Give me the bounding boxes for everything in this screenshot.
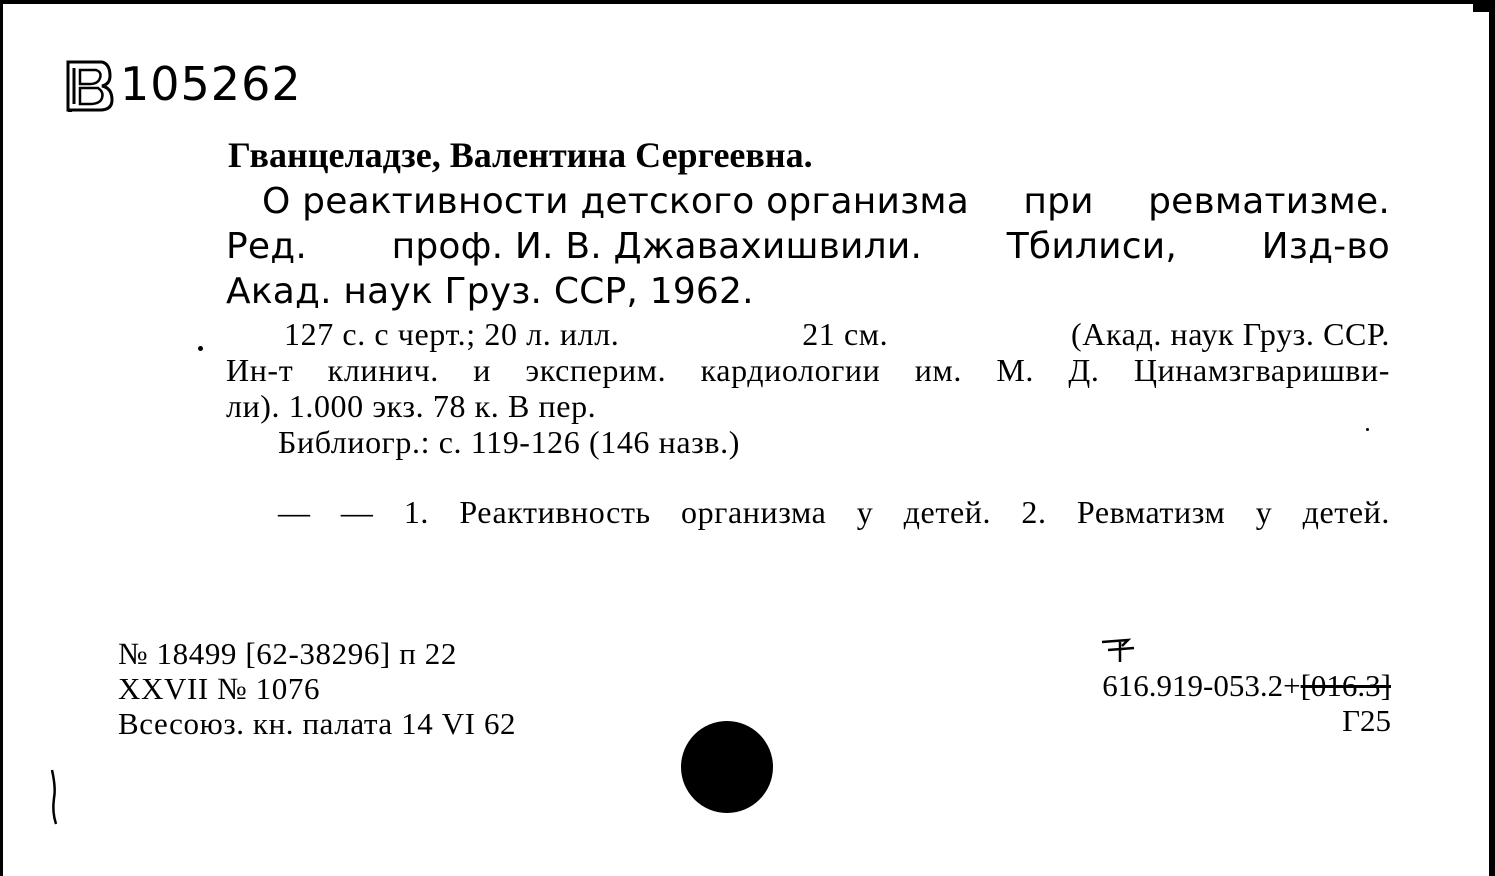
registration-block bbox=[118, 636, 516, 741]
card-left-edge bbox=[0, 0, 3, 876]
udc-main: 616.919-053.2+ bbox=[1102, 668, 1301, 703]
punch-hole bbox=[681, 721, 773, 813]
title-segment: ревматизме. bbox=[1148, 181, 1390, 222]
title-segment: проф. И. В. Джавахишвили. bbox=[391, 226, 923, 267]
handwritten-check-icon bbox=[1100, 636, 1136, 664]
registration-chamber: Всесоюз. кн. палата 14 VI 62 bbox=[118, 706, 517, 741]
reading-room-stamp-icon bbox=[62, 56, 114, 112]
title-line-3: Акад. наук Груз. ССР, 1962. bbox=[226, 271, 754, 312]
classification-block bbox=[1102, 668, 1391, 738]
title-line-1 bbox=[262, 181, 1390, 222]
title-segment: О реактивности детского организма bbox=[262, 181, 970, 222]
udc-struck-out: [016.3] bbox=[1300, 668, 1391, 703]
ink-speck bbox=[1366, 428, 1369, 431]
shelf-mark bbox=[62, 54, 302, 114]
bibliography-note: Библиогр.: с. 119-126 (146 назв.) bbox=[278, 424, 740, 460]
card-corner-notch bbox=[1473, 0, 1495, 12]
registration-number: № 18499 [62-38296] п 22 bbox=[118, 636, 457, 671]
collation-segment: (Акад. наук Груз. ССР. bbox=[1071, 316, 1390, 352]
subject-headings: — — 1. Реактивность организма у детей. 2. Ревматизм у детей. bbox=[278, 494, 1390, 530]
author-heading: Гванцеладзе, Валентина Сергеевна. bbox=[228, 135, 813, 175]
collation-line-1 bbox=[284, 318, 1390, 350]
margin-pencil-mark bbox=[48, 768, 60, 826]
title-segment: при bbox=[1023, 181, 1094, 222]
collation-line-3: ли). 1.000 экз. 78 к. В пер. bbox=[226, 388, 597, 424]
author-index: Г25 bbox=[1342, 703, 1391, 738]
card-top-edge bbox=[0, 0, 1495, 4]
title-line-2 bbox=[226, 226, 1390, 267]
collation-line-2: Ин-т клинич. и эксперим. кардиологии им. М. Д. Цинамзгваришви- bbox=[226, 352, 1390, 388]
card-right-edge bbox=[1489, 12, 1495, 876]
registration-volume: XXVII № 1076 bbox=[118, 671, 321, 706]
collation-segment: 127 с. с черт.; 20 л. илл. bbox=[284, 316, 620, 352]
shelf-number: 105262 bbox=[120, 57, 302, 111]
collation-segment: 21 см. bbox=[802, 316, 889, 352]
title-segment: Изд-во bbox=[1261, 226, 1390, 267]
udc-code bbox=[1102, 668, 1391, 703]
title-segment: Ред. bbox=[226, 226, 307, 267]
title-segment: Тбилиси, bbox=[1006, 226, 1177, 267]
ink-speck bbox=[198, 346, 203, 351]
